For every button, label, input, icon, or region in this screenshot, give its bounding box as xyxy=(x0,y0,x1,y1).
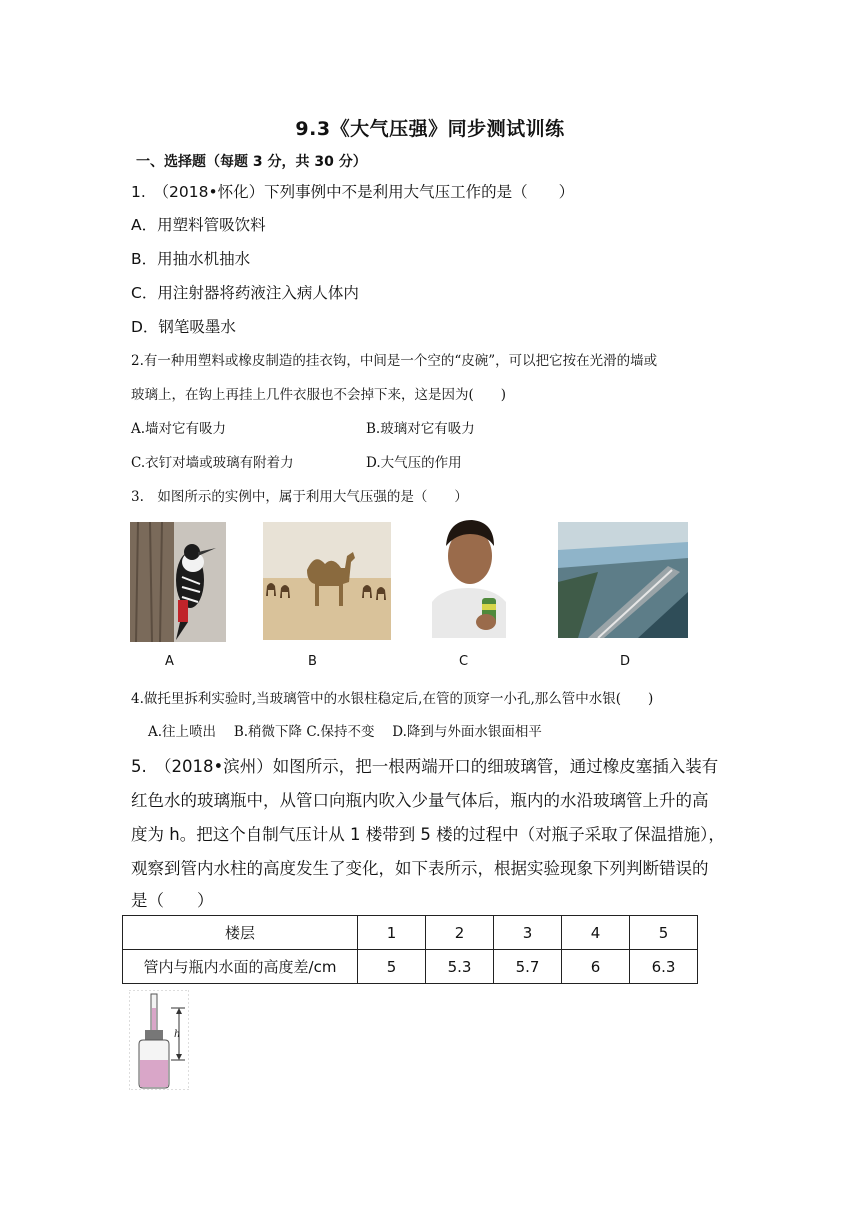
q2-option-b: B.玻璃对它有吸力 xyxy=(366,421,475,437)
boy-drinking-image xyxy=(426,510,510,638)
q5-stem-line1: 5. （2018•滨州）如图所示，把一根两端开口的细玻璃管，通过橡皮塞插入装有 xyxy=(131,757,719,776)
table-cell: 5.3 xyxy=(426,950,494,984)
q5-stem-line4: 观察到管内水柱的高度发生了变化，如下表所示，根据实验现象下列判断错误的 xyxy=(131,859,709,878)
q3-stem: 3. 如图所示的实例中，属于利用大气压强的是（ ） xyxy=(131,489,468,505)
table-cell: 3 xyxy=(494,916,562,950)
table-cell: 5 xyxy=(358,950,426,984)
q3-label-b: B xyxy=(308,654,317,669)
q2-stem-line1: 2.有一种用塑料或橡皮制造的挂衣钩，中间是一个空的“皮碗”，可以把它按在光滑的墙或 xyxy=(131,353,658,369)
height-table xyxy=(122,915,698,984)
table-cell: 5.7 xyxy=(494,950,562,984)
q3-label-d: D xyxy=(620,654,631,669)
table-cell: 4 xyxy=(562,916,630,950)
q3-label-c: C xyxy=(459,654,469,669)
q1-option-a: A．用塑料管吸饮料 xyxy=(131,216,266,234)
q4-stem: 4.做托里拆利实验时,当玻璃管中的水银柱稳定后,在管的顶穿一小孔,那么管中水银( ) xyxy=(131,691,654,707)
q3-label-a: A xyxy=(165,654,174,669)
table-cell: 2 xyxy=(426,916,494,950)
q2-option-d: D.大气压的作用 xyxy=(366,455,462,471)
table-row xyxy=(123,950,698,984)
q1-option-b: B．用抽水机抽水 xyxy=(131,250,251,268)
q1-stem: 1. （2018•怀化）下列事例中不是利用大气压工作的是（ ） xyxy=(131,183,575,201)
table-cell: 6 xyxy=(562,950,630,984)
height-label: h xyxy=(174,1029,181,1040)
table-cell: 管内与瓶内水面的高度差/cm xyxy=(123,950,358,984)
q2-option-c: C.衣钉对墙或玻璃有附着力 xyxy=(131,455,294,471)
camels-image xyxy=(263,522,391,640)
table-cell: 1 xyxy=(358,916,426,950)
table-cell: 5 xyxy=(630,916,698,950)
section-heading: 一、选择题（每题 3 分，共 30 分） xyxy=(136,154,367,170)
q5-stem-line5: 是（ ） xyxy=(131,891,214,910)
table-cell: 楼层 xyxy=(123,916,358,950)
q2-option-a: A.墙对它有吸力 xyxy=(131,421,227,437)
q5-stem-line3: 度为 h。把这个自制气压计从 1 楼带到 5 楼的过程中（对瓶子采取了保温措施）， xyxy=(131,825,725,844)
q1-option-c: C．用注射器将药液注入病人体内 xyxy=(131,284,359,302)
q5-stem-line2: 红色水的玻璃瓶中，从管口向瓶内吹入少量气体后，瓶内的水沿玻璃管上升的高 xyxy=(131,791,709,810)
q4-options: A.往上喷出 B.稍微下降 C.保持不变 D.降到与外面水银面相平 xyxy=(148,724,542,740)
q2-stem-line2: 玻璃上，在钩上再挂上几件衣服也不会掉下来，这是因为( ) xyxy=(131,387,507,403)
barometer-figure xyxy=(129,990,189,1090)
woodpecker-image xyxy=(130,522,226,642)
table-cell: 6.3 xyxy=(630,950,698,984)
page-title: 9.3《大气压强》同步测试训练 xyxy=(295,118,565,140)
dam-image xyxy=(558,522,688,638)
table-row xyxy=(123,916,698,950)
q1-option-d: D．钢笔吸墨水 xyxy=(131,318,236,336)
